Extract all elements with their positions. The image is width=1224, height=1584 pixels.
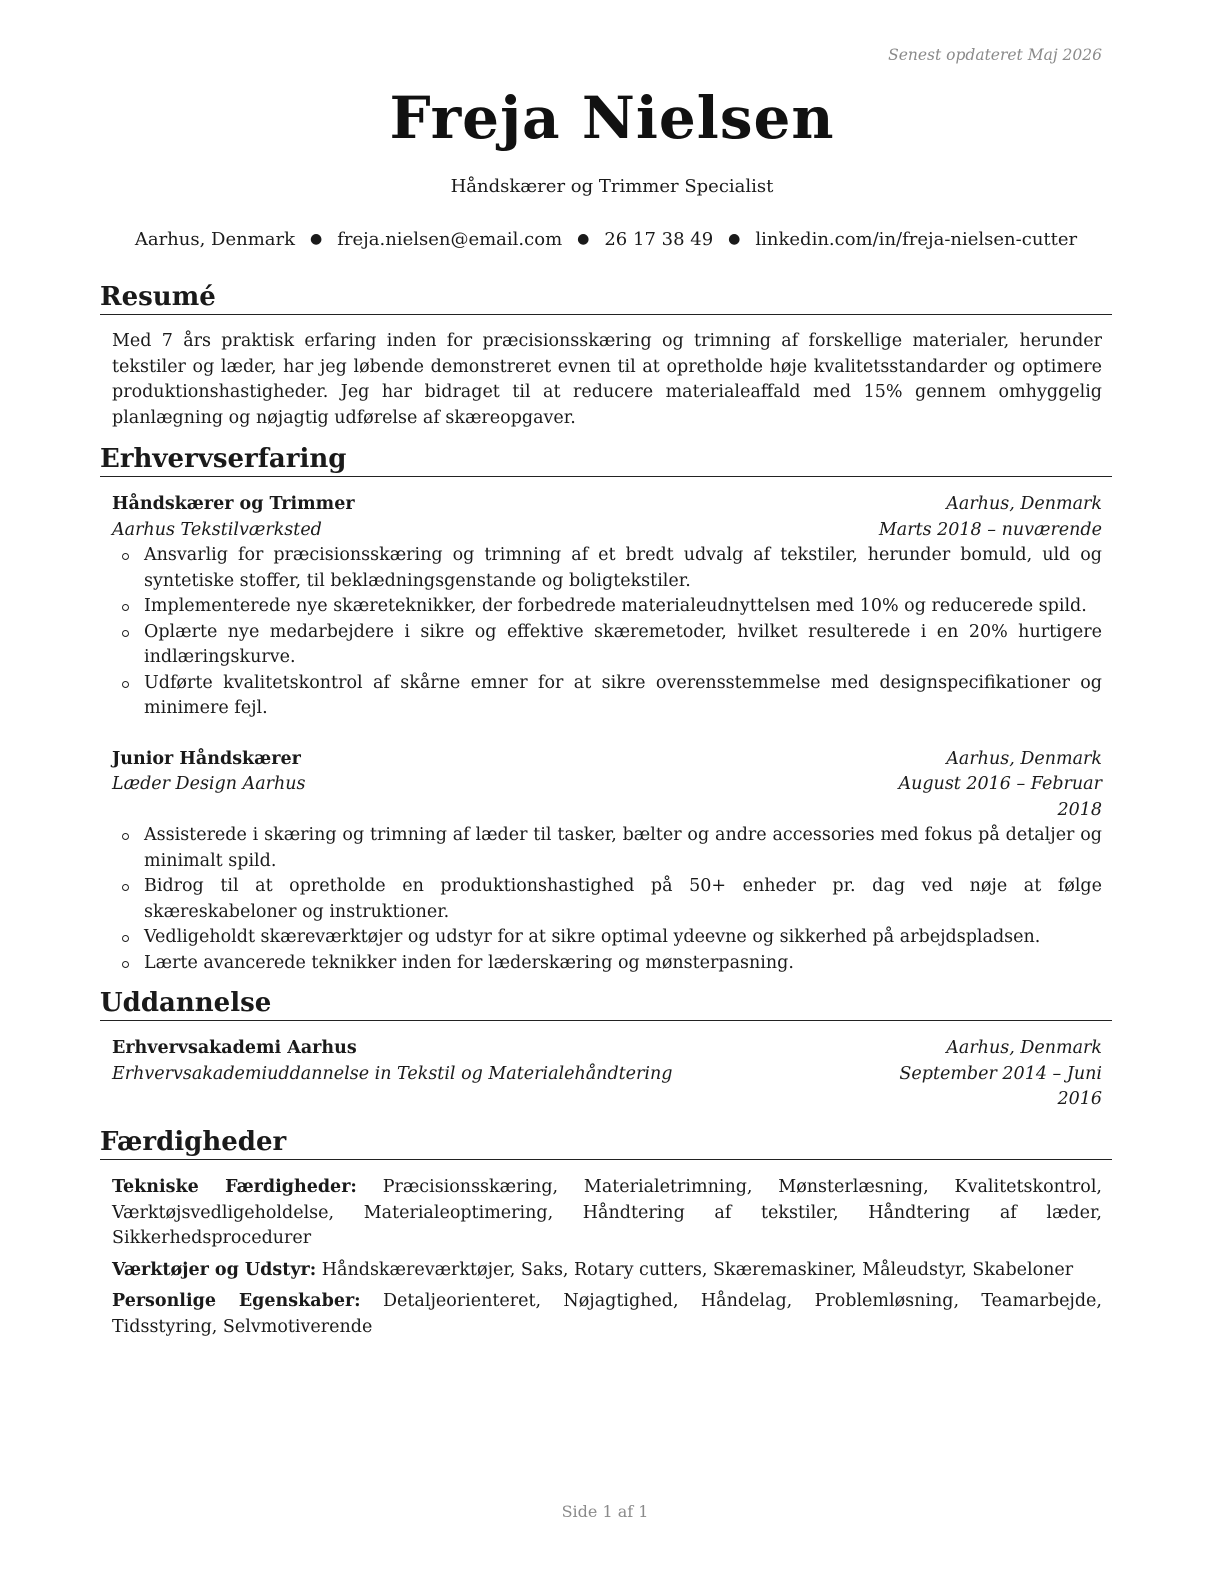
section-title: Erhvervserfaring bbox=[100, 442, 1112, 477]
job-bullets bbox=[112, 823, 1102, 976]
job-entry bbox=[112, 747, 1102, 977]
section-title: Resumé bbox=[100, 280, 1112, 315]
skills-section bbox=[100, 1125, 1112, 1340]
skill-value: Detaljeorienteret, Nøjagtighed, Håndelag, Problemløsning, Teamarbejde, Tidsstyring, Selvmotiverende bbox=[112, 1291, 1102, 1337]
skill-value: Håndskæreværktøjer, Saks, Rotary cutters, Skæremaskiner, Måleudstyr, Skabeloner bbox=[321, 1259, 1074, 1280]
list-item: Assisterede i skæring og trimning af læder til tasker, bælter og andre accessories med fokus på detaljer og minimalt spild. bbox=[144, 823, 1102, 874]
skill-group bbox=[112, 1258, 1102, 1284]
job-entry bbox=[112, 492, 1102, 722]
skill-label: Tekniske Færdigheder: bbox=[112, 1177, 357, 1197]
job-bullets bbox=[112, 543, 1102, 722]
candidate-name: Freja Nielsen bbox=[389, 84, 835, 152]
job-dates: Marts 2018 – nuværende bbox=[878, 519, 1102, 540]
list-item: Implementerede nye skæreteknikker, der forbedrede materialeudnyttelsen med 10% og reducerede spild. bbox=[144, 594, 1102, 620]
education-dates-line2: 2016 bbox=[1057, 1089, 1102, 1109]
contact-location: Aarhus, Denmark bbox=[134, 229, 296, 250]
summary-section bbox=[100, 280, 1112, 431]
job-location: Aarhus, Denmark bbox=[946, 494, 1102, 514]
section-title: Uddannelse bbox=[100, 986, 1112, 1021]
bullet-separator: ● bbox=[310, 231, 323, 247]
skill-group bbox=[112, 1175, 1102, 1252]
experience-section bbox=[100, 442, 1112, 976]
education-dates-line1: September 2014 – Juni bbox=[899, 1063, 1102, 1084]
list-item: Udførte kvalitetskontrol af skårne emner for at sikre overensstemmelse med designspecifikationer og minimere fejl. bbox=[144, 671, 1102, 722]
summary-text: Med 7 års praktisk erfaring inden for præcisionsskæring og trimning af forskellige materialer, herunder tekstiler og læder, har jeg løbende demonstreret evnen til at opretholde høje kvalitetsstandarder og optimere produktionshastigheder. Jeg har bidraget til at reducere materialeaffald med 15% gennem omhyggelig planlægning og nøjagtig udførelse af skæreopgaver. bbox=[112, 331, 1102, 428]
job-company: Aarhus Tekstilværksted bbox=[112, 519, 322, 540]
contact-phone: 26 17 38 49 bbox=[604, 229, 714, 250]
job-dates-line1: August 2016 – Februar bbox=[898, 774, 1102, 794]
job-dates bbox=[898, 772, 1102, 823]
bullet-separator: ● bbox=[577, 231, 590, 247]
degree-name: Erhvervsakademiuddannelse in Tekstil og Materialehåndtering bbox=[112, 1063, 673, 1084]
contact-line bbox=[0, 229, 1212, 250]
list-item: Bidrog til at opretholde en produktionshastighed på 50+ enheder pr. dag ved nøje at følge skæreskabeloner og instruktioner. bbox=[144, 874, 1102, 925]
section-title: Færdigheder bbox=[100, 1125, 1112, 1160]
contact-linkedin[interactable]: linkedin.com/in/freja-nielsen-cutter bbox=[755, 229, 1078, 250]
list-item: Lærte avancerede teknikker inden for læderskæring og mønsterpasning. bbox=[144, 951, 1102, 977]
list-item: Oplærte nye medarbejdere i sikre og effektive skæremetoder, hvilket resulterede i en 20% hurtigere indlæringskurve. bbox=[144, 620, 1102, 671]
list-item: Vedligeholdt skæreværktøjer og udstyr for at sikre optimal ydeevne og sikkerhed på arbejdspladsen. bbox=[144, 925, 1102, 951]
job-dates-line2: 2018 bbox=[1057, 799, 1102, 820]
school-location: Aarhus, Denmark bbox=[946, 1038, 1102, 1058]
job-location: Aarhus, Denmark bbox=[946, 748, 1102, 769]
page-number: Side 1 af 1 bbox=[561, 1502, 649, 1521]
job-role: Junior Håndskærer bbox=[112, 748, 301, 769]
education-dates bbox=[899, 1062, 1102, 1113]
job-company: Læder Design Aarhus bbox=[112, 774, 306, 794]
candidate-title: Håndskærer og Trimmer Specialist bbox=[450, 176, 774, 197]
bullet-separator: ● bbox=[728, 231, 741, 247]
skill-value: Præcisionsskæring, Materialetrimning, Mønsterlæsning, Kvalitetskontrol, Værktøjsvedligeholdelse, Materialeoptimering, Håndtering af tekstiler, Håndtering af læder, Sikkerhedsprocedurer bbox=[112, 1177, 1102, 1248]
school-name: Erhvervsakademi Aarhus bbox=[112, 1038, 357, 1058]
job-role: Håndskærer og Trimmer bbox=[112, 494, 355, 514]
skill-label: Værktøjer og Udstyr: bbox=[112, 1259, 317, 1280]
contact-email[interactable]: freja.nielsen@email.com bbox=[337, 229, 563, 250]
education-entry bbox=[112, 1036, 1102, 1113]
skill-label: Personlige Egenskaber: bbox=[112, 1291, 361, 1311]
education-section bbox=[100, 986, 1112, 1113]
last-updated: Senest opdateret Maj 2026 bbox=[888, 46, 1102, 64]
list-item: Ansvarlig for præcisionsskæring og trimning af et bredt udvalg af tekstiler, herunder bomuld, uld og syntetiske stoffer, til beklædningsgenstande og boligtekstiler. bbox=[144, 543, 1102, 594]
skill-group bbox=[112, 1289, 1102, 1340]
